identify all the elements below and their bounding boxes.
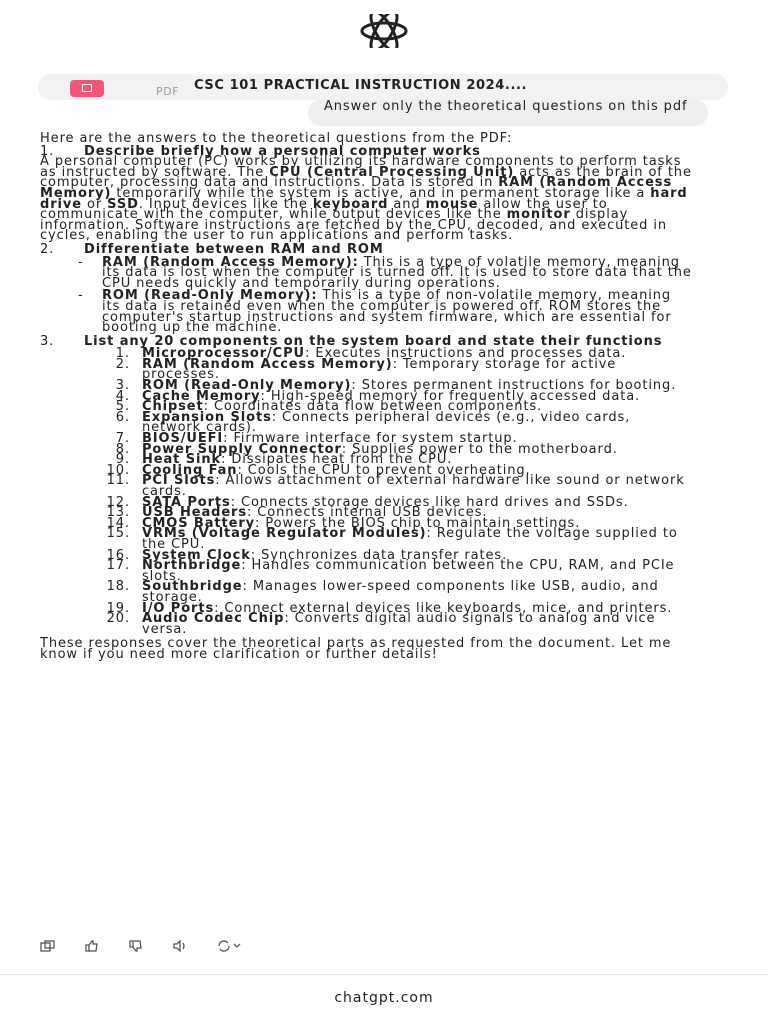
answer-2-item: - RAM (Random Access Memory): This is a type of volatile memory, meaning its data is lost when the computer is turned off. It is used to store data that the CPU needs quickly and temporarily during operations. (78, 254, 692, 291)
component-item (100, 611, 692, 637)
item-number: 11. (106, 473, 130, 489)
component-name: ROM (Read-Only Memory) (142, 378, 352, 394)
item-number: 8. (115, 441, 130, 457)
body-text: allow the user to communicate with the computer, while output devices like the (40, 196, 608, 223)
term: ROM (Read-Only Memory): (102, 288, 318, 304)
component-name: Microprocessor/CPU (142, 346, 306, 362)
component-function: : Powers the BIOS chip to maintain settings. (255, 515, 581, 531)
body-text: and (388, 196, 426, 212)
answer-1-body (40, 154, 692, 244)
item-number: 16. (106, 547, 130, 563)
item-number: 14. (106, 515, 130, 531)
user-message-text: Answer only the theoretical questions on this pdf (324, 99, 688, 114)
chatgpt-logo-icon (334, 14, 434, 48)
component-function: : Allows attachment of external hardware like sound or network cards. (142, 473, 685, 499)
bold-term: RAM (Random Access Memory) (40, 175, 673, 201)
body-text: temporarily while the system is active, and in permanent storage like a (111, 185, 651, 201)
component-name: System Clock (142, 547, 251, 563)
component-name: SATA Ports (142, 494, 231, 510)
attachment-type: PDF (156, 85, 180, 98)
assistant-message (40, 131, 692, 662)
component-function: : Regulate the voltage supplied to the CPU. (142, 526, 678, 552)
thumbs-down-icon[interactable] (128, 937, 144, 949)
component-name: Cache Memory (142, 388, 261, 404)
component-function: : Converts digital audio signals to analog and vice versa. (142, 611, 656, 637)
term: RAM (Random Access Memory): (102, 254, 359, 270)
component-function: : Temporary storage for active processes. (142, 356, 617, 383)
item-number: 20. (106, 611, 130, 627)
definition: This is a type of volatile memory, meaning its data is lost when the computer is turned off. It is used to store data that the CPU needs quickly and temporarily during operations. (102, 254, 692, 291)
component-name: Power Supply Connector (142, 441, 342, 457)
item-number: 13. (106, 505, 130, 521)
body-text: acts as the brain of the computer, processing data and instructions. Data is stored in (40, 164, 692, 191)
component-function: : Handles communication between the CPU, RAM, and PCIe slots. (142, 558, 675, 584)
component-function: : Dissipates heat from the CPU. (221, 452, 453, 468)
user-message-bubble (308, 100, 708, 126)
copy-icon[interactable] (40, 937, 56, 949)
answer-2-item: - ROM (Read-Only Memory): This is a type of non-volatile memory, meaning its data is retained even when the computer is powered off. ROM stores the computer's startup instructions and system firmware, which are essential for booting up the machine. (78, 288, 672, 336)
component-function: : Connects peripheral devices (e.g., video cards, network cards). (142, 409, 631, 436)
component-name: I/O Ports (142, 600, 215, 616)
component-function: : Connect external devices like keyboards, mice, and printers. (214, 600, 673, 616)
component-name: RAM (Random Access Memory) (142, 356, 393, 372)
body-text: display information. Software instructions are fetched by the CPU, decoded, and executed in cycles, enabling the user to run applications and perform tasks. (40, 207, 668, 244)
component-function: : Supplies power to the motherboard. (341, 441, 618, 457)
component-function: : Synchronizes data transfer rates. (250, 547, 508, 563)
item-number: 4. (115, 388, 130, 404)
component-function: : Connects internal USB devices. (247, 505, 488, 521)
item-number: 12. (106, 494, 130, 510)
question-number: 1. (40, 143, 55, 159)
regenerate-icon[interactable] (216, 937, 232, 949)
thumbs-up-icon[interactable] (84, 937, 100, 949)
bold-term: CPU (Central Processing Unit) (269, 164, 515, 180)
component-name: PCI Slots (142, 473, 216, 489)
question-number: 3. (40, 333, 55, 349)
item-number: 17. (106, 558, 130, 574)
question-title: Describe briefly how a personal computer works (84, 143, 481, 159)
bold-term: mouse (425, 196, 479, 212)
footer-divider (0, 974, 768, 975)
component-name: Chipset (142, 399, 204, 415)
component-function: : Manages lower-speed components like USB, audio, and storage. (142, 579, 659, 605)
item-number: 5. (115, 399, 130, 415)
file-icon (70, 80, 104, 97)
footer-url: chatgpt.com (334, 990, 434, 1006)
item-number: 10. (106, 462, 130, 478)
answer-closing: These responses cover the theoretical parts as requested from the document. Let me know if you need more clarification or further details! (40, 636, 672, 662)
component-name: Cooling Fan (142, 462, 238, 478)
question-title: List any 20 components on the system board and state their functions (84, 333, 663, 349)
body-text: A personal computer (PC) works by utilizing its hardware components to perform tasks as instructed by software. The (40, 154, 682, 180)
item-number: 3. (115, 378, 130, 394)
item-number: 15. (106, 526, 130, 542)
bold-term: SSD (107, 196, 139, 212)
item-number: 19. (106, 600, 130, 616)
component-function: : Executes instructions and processes data. (305, 346, 627, 362)
question-number: 2. (40, 241, 55, 257)
question-title: Differentiate between RAM and ROM (84, 241, 384, 257)
body-text: . Input devices like the (138, 196, 313, 212)
attachment-name: CSC 101 PRACTICAL INSTRUCTION 2024.... (194, 78, 528, 93)
component-name: BIOS/UEFI (142, 431, 224, 447)
item-number: 6. (115, 409, 130, 425)
component-name: Heat Sink (142, 452, 222, 468)
answer-intro: Here are the answers to the theoretical questions from the PDF: (40, 131, 513, 146)
item-number: 9. (115, 452, 130, 468)
bold-term: keyboard (312, 196, 389, 212)
message-actions (40, 937, 232, 951)
component-name: Expansion Slots (142, 409, 272, 425)
speaker-icon[interactable] (172, 937, 188, 949)
definition: This is a type of non-volatile memory, meaning its data is retained even when the computer is powered off. ROM stores the computer's startup instructions and system firmware, which are essential for booting up the machine. (102, 288, 672, 336)
component-function: : Firmware interface for system startup. (223, 431, 518, 447)
component-name: Audio Codec Chip (142, 611, 285, 627)
item-number: 7. (115, 431, 130, 447)
component-function: : Cools the CPU to prevent overheating. (237, 462, 531, 478)
component-function: : High-speed memory for frequently accessed data. (260, 388, 641, 404)
item-number: 2. (115, 356, 130, 372)
component-name: Southbridge (142, 579, 243, 595)
component-function: : Connects storage devices like hard drives and SSDs. (230, 494, 629, 510)
item-number: 18. (106, 579, 130, 595)
bold-term: hard drive (40, 185, 688, 212)
component-name: VRMs (Voltage Regulator Modules) (142, 526, 427, 542)
component-name: USB Headers (142, 505, 247, 521)
bold-term: monitor (506, 207, 571, 223)
body-text: or (81, 196, 108, 212)
component-function: : Coordinates data flow between components. (203, 399, 543, 415)
component-list (100, 346, 692, 637)
component-name: CMOS Battery (142, 515, 256, 531)
item-number: 1. (115, 346, 130, 362)
component-name: Northbridge (142, 558, 242, 574)
attachment-card[interactable] (38, 74, 728, 100)
component-function: : Stores permanent instructions for booting. (351, 378, 677, 394)
